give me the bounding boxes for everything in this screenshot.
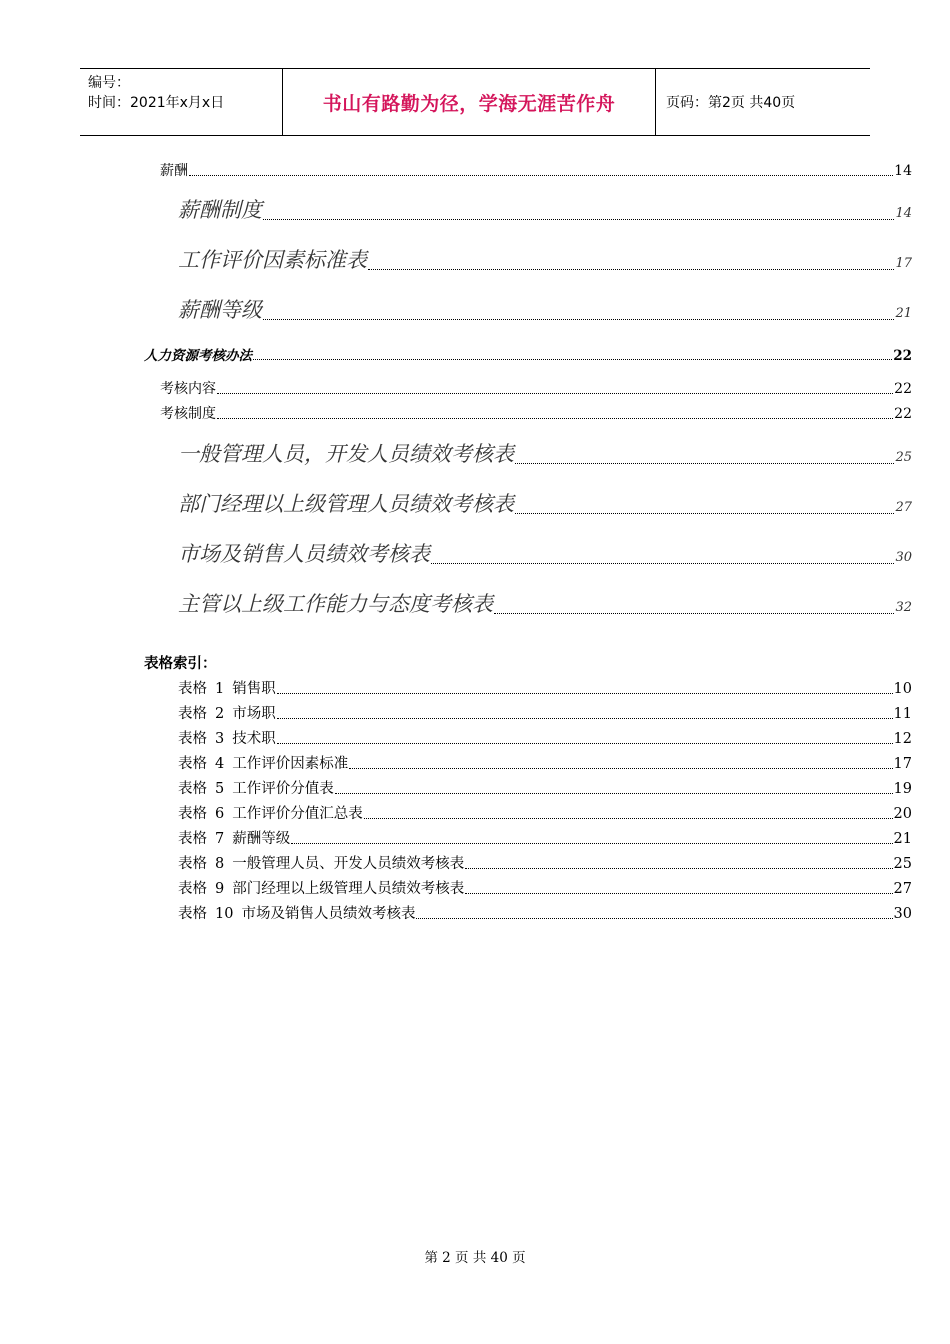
toc-entry-text: 一般管理人员，开发人员绩效考核表 bbox=[178, 442, 514, 466]
toc-entry-text: 薪酬等级 bbox=[178, 298, 262, 322]
table-entry-page: 27 bbox=[893, 881, 912, 897]
table-entry-text: 部门经理以上级管理人员绩效考核表 bbox=[232, 881, 465, 897]
table-entry-text: 市场职 bbox=[232, 706, 276, 722]
toc-entry-text: 部门经理以上级管理人员绩效考核表 bbox=[178, 492, 514, 516]
leader-dots bbox=[335, 793, 893, 794]
toc-entry-text: 市场及销售人员绩效考核表 bbox=[178, 542, 430, 566]
leader-dots bbox=[277, 693, 893, 694]
leader-dots bbox=[217, 418, 893, 419]
leader-dots bbox=[368, 269, 894, 270]
table-number: 4 bbox=[215, 756, 225, 772]
table-entry-page: 20 bbox=[893, 806, 912, 822]
table-number: 5 bbox=[215, 781, 225, 797]
leader-dots bbox=[277, 718, 893, 719]
toc-entry-page: 25 bbox=[895, 450, 912, 465]
leader-dots bbox=[217, 393, 893, 394]
table-entry-page: 19 bbox=[893, 781, 912, 797]
table-entry-text: 销售职 bbox=[232, 681, 276, 697]
table-prefix: 表格 bbox=[178, 681, 207, 697]
toc-entry-text: 人力资源考核办法 bbox=[144, 348, 252, 364]
header-table bbox=[80, 68, 870, 136]
toc-entry-page: 27 bbox=[895, 500, 912, 515]
toc-entry-page: 21 bbox=[895, 306, 912, 321]
table-number: 1 bbox=[215, 681, 225, 697]
table-index-entry[interactable] bbox=[178, 852, 912, 873]
toc-entry[interactable] bbox=[160, 378, 912, 398]
table-index-entry[interactable] bbox=[178, 752, 912, 773]
table-index-title: 表格索引： bbox=[144, 655, 217, 672]
table-index-entry[interactable] bbox=[178, 702, 912, 723]
table-entry-page: 12 bbox=[893, 731, 912, 747]
toc-entry-page: 22 bbox=[894, 381, 912, 397]
table-prefix: 表格 bbox=[178, 906, 207, 922]
table-entry-text: 市场及销售人员绩效考核表 bbox=[241, 906, 416, 922]
table-index-entry[interactable] bbox=[178, 902, 912, 923]
toc-entry[interactable] bbox=[160, 160, 912, 180]
leader-dots bbox=[515, 513, 894, 514]
toc-entry-page: 22 bbox=[893, 348, 912, 364]
time-label: 时间：2021年x月x日 bbox=[88, 95, 225, 111]
toc-entry[interactable] bbox=[178, 294, 912, 324]
toc-entry-text: 考核内容 bbox=[160, 381, 216, 397]
table-entry-text: 技术职 bbox=[232, 731, 276, 747]
header-mid-cell bbox=[282, 69, 656, 135]
toc-entry-page: 22 bbox=[894, 406, 912, 422]
toc-entry[interactable] bbox=[160, 403, 912, 423]
header-left-cell bbox=[80, 69, 282, 135]
table-number: 10 bbox=[215, 906, 234, 922]
table-index-entry[interactable] bbox=[178, 777, 912, 798]
table-entry-page: 11 bbox=[893, 706, 912, 722]
table-index-entry[interactable] bbox=[178, 827, 912, 848]
toc-entry[interactable] bbox=[178, 538, 912, 568]
table-entry-text: 工作评价分值汇总表 bbox=[232, 806, 363, 822]
page-footer: 第 2 页 共 40 页 bbox=[424, 1250, 526, 1266]
leader-dots bbox=[349, 768, 892, 769]
page-info: 页码：第2页 共40页 bbox=[666, 95, 796, 111]
leader-dots bbox=[416, 918, 892, 919]
motto: 书山有路勤为径，学海无涯苦作舟 bbox=[322, 92, 616, 115]
leader-dots bbox=[364, 818, 893, 819]
table-prefix: 表格 bbox=[178, 881, 207, 897]
table-entry-text: 工作评价因素标准 bbox=[232, 756, 349, 772]
leader-dots bbox=[277, 743, 893, 744]
number-label: 编号： bbox=[88, 75, 130, 91]
toc-entry-text: 考核制度 bbox=[160, 406, 216, 422]
table-number: 9 bbox=[215, 881, 225, 897]
table-prefix: 表格 bbox=[178, 706, 207, 722]
toc-entry[interactable] bbox=[178, 438, 912, 468]
leader-dots bbox=[291, 843, 892, 844]
table-prefix: 表格 bbox=[178, 831, 207, 847]
table-entry-text: 一般管理人员、开发人员绩效考核表 bbox=[232, 856, 465, 872]
toc-entry-page: 30 bbox=[895, 550, 912, 565]
table-entry-page: 17 bbox=[893, 756, 912, 772]
table-entry-text: 工作评价分值表 bbox=[232, 781, 334, 797]
toc-entry[interactable] bbox=[144, 344, 912, 364]
table-number: 2 bbox=[215, 706, 225, 722]
toc-entry[interactable] bbox=[178, 194, 912, 224]
table-number: 8 bbox=[215, 856, 225, 872]
table-prefix: 表格 bbox=[178, 756, 207, 772]
toc-entry-page: 14 bbox=[894, 163, 912, 179]
table-entry-page: 30 bbox=[893, 906, 912, 922]
leader-dots bbox=[189, 175, 893, 176]
table-index-entry[interactable] bbox=[178, 677, 912, 698]
toc-entry[interactable] bbox=[178, 588, 912, 618]
leader-dots bbox=[465, 868, 892, 869]
table-index-entry[interactable] bbox=[178, 727, 912, 748]
toc-entry[interactable] bbox=[178, 244, 912, 274]
toc-entry-text: 工作评价因素标准表 bbox=[178, 248, 367, 272]
table-prefix: 表格 bbox=[178, 781, 207, 797]
table-prefix: 表格 bbox=[178, 856, 207, 872]
leader-dots bbox=[253, 359, 892, 360]
toc-entry-text: 薪酬制度 bbox=[178, 198, 262, 222]
table-index-entry[interactable] bbox=[178, 802, 912, 823]
table-entry-page: 21 bbox=[893, 831, 912, 847]
leader-dots bbox=[263, 219, 894, 220]
toc-entry-page: 17 bbox=[895, 256, 912, 271]
table-index-entry[interactable] bbox=[178, 877, 912, 898]
leader-dots bbox=[465, 893, 892, 894]
leader-dots bbox=[494, 613, 894, 614]
table-number: 3 bbox=[215, 731, 225, 747]
toc-entry-page: 14 bbox=[895, 206, 912, 221]
leader-dots bbox=[515, 463, 894, 464]
table-entry-page: 25 bbox=[893, 856, 912, 872]
table-entry-page: 10 bbox=[893, 681, 912, 697]
toc-entry-page: 32 bbox=[895, 600, 912, 615]
leader-dots bbox=[431, 563, 894, 564]
toc-entry[interactable] bbox=[178, 488, 912, 518]
table-number: 6 bbox=[215, 806, 225, 822]
table-prefix: 表格 bbox=[178, 731, 207, 747]
table-number: 7 bbox=[215, 831, 225, 847]
table-prefix: 表格 bbox=[178, 806, 207, 822]
toc-entry-text: 主管以上级工作能力与态度考核表 bbox=[178, 592, 493, 616]
toc-entry-text: 薪酬 bbox=[160, 163, 188, 179]
table-entry-text: 薪酬等级 bbox=[232, 831, 291, 847]
leader-dots bbox=[263, 319, 894, 320]
header-right-cell bbox=[656, 69, 870, 135]
